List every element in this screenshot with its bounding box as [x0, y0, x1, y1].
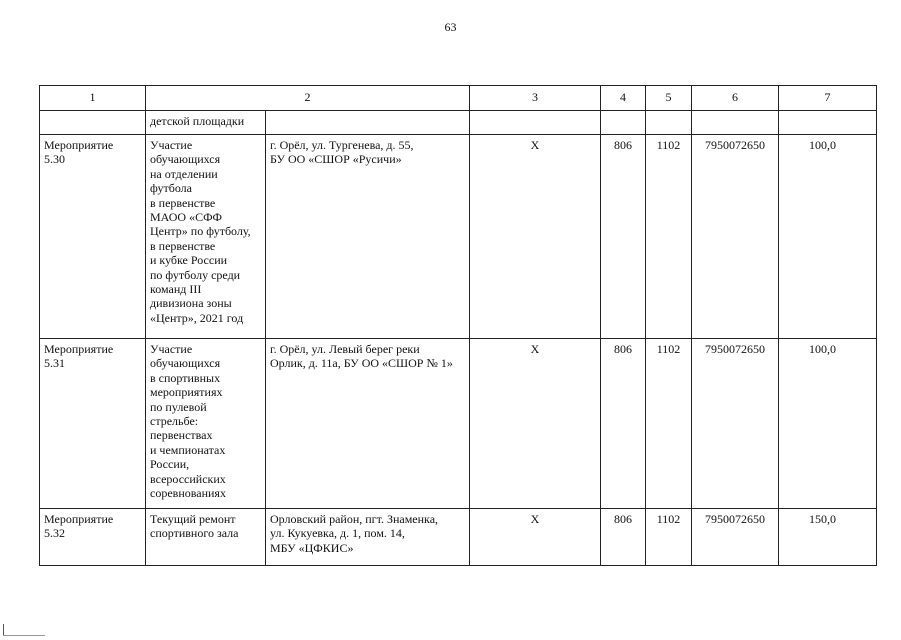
event-name-cell-line: России,	[150, 457, 190, 472]
col3-cell: Х	[470, 339, 601, 509]
event-name-cell-line: Текущий ремонт	[150, 512, 236, 526]
col6-cell: 7950072650	[692, 509, 779, 566]
col7-cell: 100,0	[779, 135, 877, 339]
event-name-cell-line: Центр» по футболу,	[150, 224, 251, 239]
event-name-cell-line: футбола	[150, 181, 192, 196]
col5-cell: 1102	[646, 339, 692, 509]
header-cell-1: 1	[40, 86, 146, 111]
event-name-cell-line: МАОО «СФФ	[150, 210, 223, 225]
table-row	[40, 509, 877, 566]
header-cell-2: 2	[146, 86, 470, 111]
col5-cell: 1102	[646, 135, 692, 339]
page-number: 63	[444, 20, 457, 34]
event-name-cell-line: на отделении	[150, 166, 218, 181]
event-name-cell-line: команд III	[150, 282, 202, 297]
event-number-cell-line: Мероприятие	[44, 138, 114, 152]
event-name-cell-line: стрельбе:	[150, 414, 199, 429]
event-name-cell-line: первенствах	[150, 428, 213, 443]
address-cell	[266, 339, 470, 509]
header-cell-6: 6	[692, 86, 779, 111]
continuation-text: детской площадки	[146, 111, 266, 135]
event-name-cell-line: обучающихся	[150, 152, 221, 167]
event-number-cell-line: 5.31	[44, 356, 65, 371]
event-name-cell-line: мероприятиях	[150, 385, 223, 400]
event-number-cell	[40, 339, 146, 509]
event-number-cell-line: 5.32	[44, 526, 65, 541]
event-number-cell-line: Мероприятие	[44, 512, 114, 526]
event-name-cell-line: спортивного зала	[150, 526, 239, 541]
event-name-cell	[146, 339, 266, 509]
event-name-cell-line: Участие	[150, 342, 193, 356]
event-number-cell	[40, 135, 146, 339]
address-cell	[266, 135, 470, 339]
event-number-cell-line: Мероприятие	[44, 342, 114, 356]
event-name-cell-line: всероссийских	[150, 471, 226, 486]
event-name-cell-line: «Центр», 2021 год	[150, 310, 244, 325]
address-cell-line: Орлик, д. 11а, БУ ОО «СШОР № 1»	[270, 356, 453, 371]
scan-corner-mark	[3, 624, 6, 636]
event-name-cell-line: обучающихся	[150, 356, 221, 371]
address-cell-line: г. Орёл, ул. Левый берег реки	[270, 342, 420, 356]
address-cell-line: г. Орёл, ул. Тургенева, д. 55,	[270, 138, 414, 152]
col4-cell: 806	[601, 135, 646, 339]
header-cell-4: 4	[601, 86, 646, 111]
event-name-cell-line: в спортивных	[150, 370, 221, 385]
address-cell-line: БУ ОО «СШОР «Русичи»	[270, 152, 402, 167]
header-row	[40, 86, 877, 111]
header-cell-5: 5	[646, 86, 692, 111]
event-name-cell-line: в первенстве	[150, 238, 216, 253]
continuation-row	[40, 111, 877, 135]
col4-cell: 806	[601, 339, 646, 509]
table-body	[40, 135, 877, 566]
col3-cell: Х	[470, 509, 601, 566]
col7-cell: 150,0	[779, 509, 877, 566]
event-name-cell-line: по пулевой	[150, 399, 207, 414]
header-cell-3: 3	[470, 86, 601, 111]
table-row	[40, 135, 877, 339]
col6-cell: 7950072650	[692, 135, 779, 339]
header-cell-7: 7	[779, 86, 877, 111]
budget-table	[39, 85, 877, 566]
event-name-cell	[146, 509, 266, 566]
table-row	[40, 339, 877, 509]
event-name-cell-line: и кубке России	[150, 253, 228, 268]
event-name-cell-line: в первенстве	[150, 195, 216, 210]
event-number-cell-line: 5.30	[44, 152, 65, 167]
address-cell-line: МБУ «ЦФКИС»	[270, 540, 354, 555]
col4-cell: 806	[601, 509, 646, 566]
event-name-cell-line: и чемпионатах	[150, 442, 226, 457]
event-name-cell-line: дивизиона зоны	[150, 296, 232, 311]
address-cell	[266, 509, 470, 566]
address-cell-line: ул. Кукуевка, д. 1, пом. 14,	[270, 526, 405, 541]
col7-cell: 100,0	[779, 339, 877, 509]
event-number-cell	[40, 509, 146, 566]
event-name-cell-line: по футболу среди	[150, 267, 241, 282]
address-cell-line: Орловский район, пгт. Знаменка,	[270, 512, 439, 526]
col6-cell: 7950072650	[692, 339, 779, 509]
col5-cell: 1102	[646, 509, 692, 566]
col3-cell: Х	[470, 135, 601, 339]
event-name-cell-line: соревнованиях	[150, 486, 226, 501]
event-name-cell-line: Участие	[150, 138, 193, 152]
event-name-cell	[146, 135, 266, 339]
